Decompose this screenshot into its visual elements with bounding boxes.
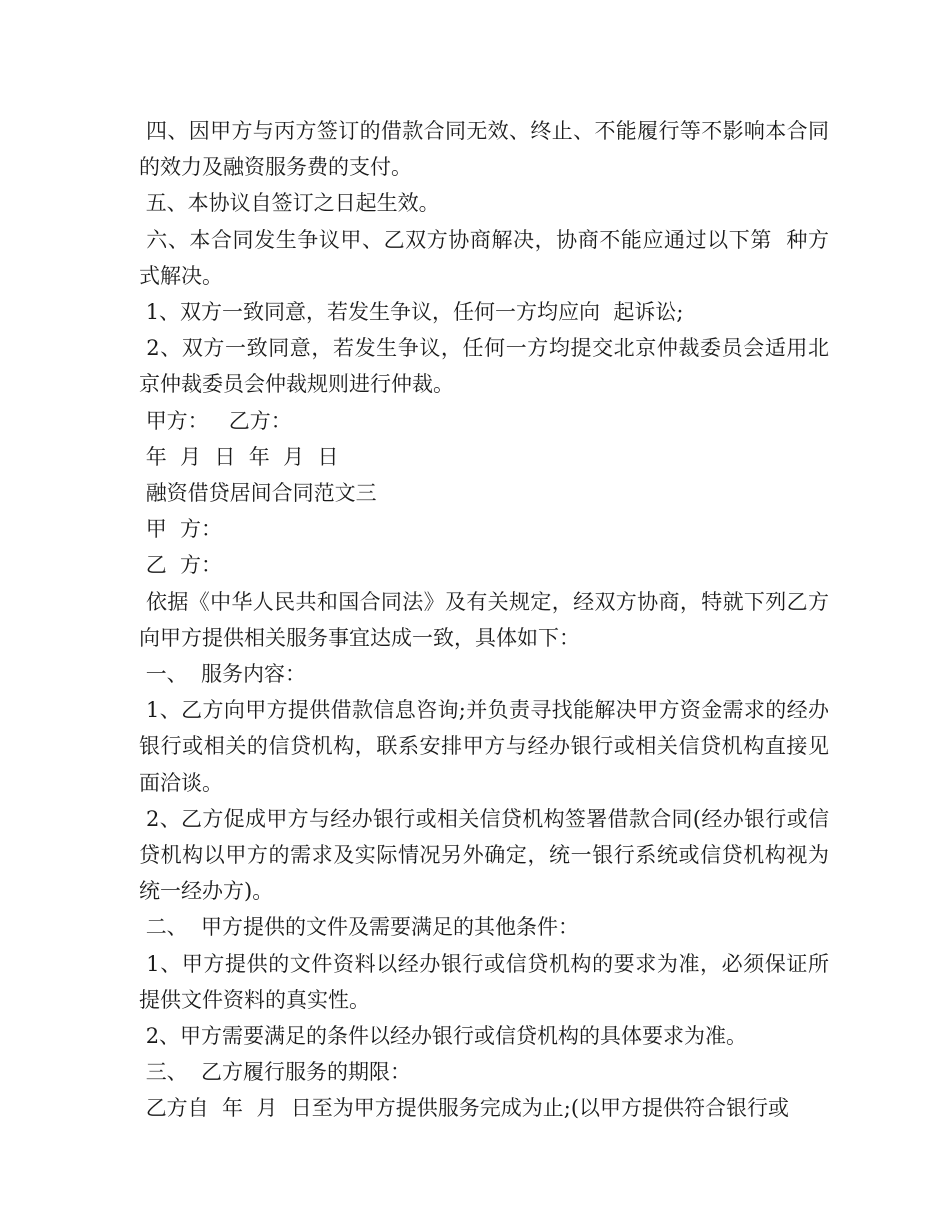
paragraph-service-1: 1、乙方向甲方提供借款信息咨询;并负责寻找能解决甲方资金需求的经办银行或相关的信贷机构，联系安排甲方与经办银行或相关信贷机构直接见面洽谈。 [139,698,829,795]
party-a-line: 甲 方： [139,517,223,542]
paragraph-service-period: 乙方自 年 月 日至为甲方提供服务完成为止;(以甲方提供符合银行或 [139,1096,790,1121]
paragraph-dispute-option-1: 1、双方一致同意，若发生争议，任何一方均应向 起诉讼; [139,300,684,325]
heading-service-period: 三、 乙方履行服务的期限： [139,1060,412,1085]
document-body [139,113,829,1127]
heading-party-a-documents: 二、 甲方提供的文件及需要满足的其他条件： [139,915,580,940]
paragraph-documents-2: 2、甲方需要满足的条件以经办银行或信贷机构的具体要求为准。 [139,1024,748,1049]
party-b-line: 乙 方： [139,553,223,578]
paragraph-clause-5: 五、本协议自签订之日起生效。 [139,191,440,216]
paragraph-documents-1: 1、甲方提供的文件资料以经办银行或信贷机构的要求为准，必须保证所提供文件资料的真实性。 [139,951,830,1012]
signature-parties-line: 甲方： 乙方： [139,408,292,433]
heading-service-content: 一、 服务内容： [139,662,307,687]
paragraph-clause-6: 六、本合同发生争议甲、乙双方协商解决，协商不能应通过以下第 种方式解决。 [139,227,829,288]
section-title: 融资借贷居间合同范文三 [139,481,377,506]
paragraph-clause-4: 四、因甲方与丙方签订的借款合同无效、终止、不能履行等不影响本合同的效力及融资服务费的支付。 [139,119,829,180]
paragraph-preamble: 依据《中华人民共和国合同法》及有关规定，经双方协商，特就下列乙方向甲方提供相关服务事宜达成一致，具体如下： [139,589,829,650]
paragraph-service-2: 2、乙方促成甲方与经办银行或相关信贷机构签署借款合同(经办银行或信贷机构以甲方的需求及实际情况另外确定，统一银行系统或信贷机构视为统一经办方)。 [139,806,829,904]
paragraph-dispute-option-2: 2、双方一致同意，若发生争议，任何一方均提交北京仲裁委员会适用北京仲裁委员会仲裁规则进行仲裁。 [139,336,830,397]
signature-date-line: 年 月 日 年 月 日 [139,444,339,469]
